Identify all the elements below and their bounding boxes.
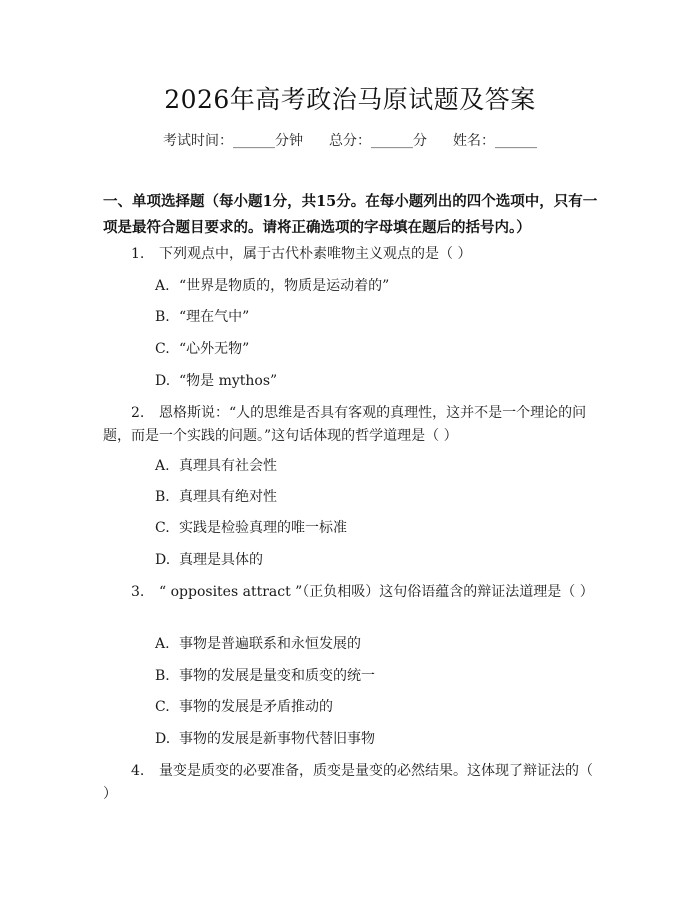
page-title: 2026年高考政治马原试题及答案 [164,85,536,114]
option-d: D. “物是 mythos” [155,373,278,389]
question-4 [103,760,603,806]
question-number: 3. [131,584,145,600]
option-b: B. “理在气中” [155,309,250,325]
section-heading: 一、单项选择题（每小题1分，共15分。在每小题列出的四个选项中，只有一项是最符合题目要求的。请将正确选项的字母填在题后的括号内。） [103,193,598,236]
option-a: A. 真理具有社会性 [155,458,277,474]
question-2 [103,402,603,448]
question-text: 下列观点中，属于古代朴素唯物主义观点的是（ ） [159,246,472,262]
question-text: “ opposites attract ”（正负相吸）这句俗语蕴含的辩证法道理是（ ） [159,584,594,600]
question-1 [103,243,603,266]
option-c: C. “心外无物” [155,341,250,357]
question-text: 量变是质变的必要准备，质变是量变的必然结果。这体现了辩证法的（ ） [103,763,593,802]
option-d: D. 真理是具体的 [155,552,263,568]
question-text: 恩格斯说：“人的思维是否具有客观的真理性，这并不是一个理论的问题，而是一个实践的问题。”这句话体现的哲学道理是（ ） [103,405,587,444]
option-c: C. 实践是检验真理的唯一标准 [155,520,347,536]
exam-time-field: 考试时间：______分钟 [163,133,303,149]
question-3 [103,581,603,604]
student-name-field: 姓名：______ [453,133,537,149]
option-a: A. 事物是普遍联系和永恒发展的 [155,636,361,652]
exam-meta [0,130,700,150]
option-d: D. 事物的发展是新事物代替旧事物 [155,731,375,747]
option-a: A. “世界是物质的，物质是运动着的” [155,278,390,294]
question-number: 2. [131,405,145,421]
total-score-field: 总分：______分 [329,133,427,149]
question-number: 4. [131,763,145,779]
question-number: 1. [131,246,145,262]
option-b: B. 真理具有绝对性 [155,489,277,505]
option-c: C. 事物的发展是矛盾推动的 [155,699,333,715]
option-b: B. 事物的发展是量变和质变的统一 [155,668,375,684]
